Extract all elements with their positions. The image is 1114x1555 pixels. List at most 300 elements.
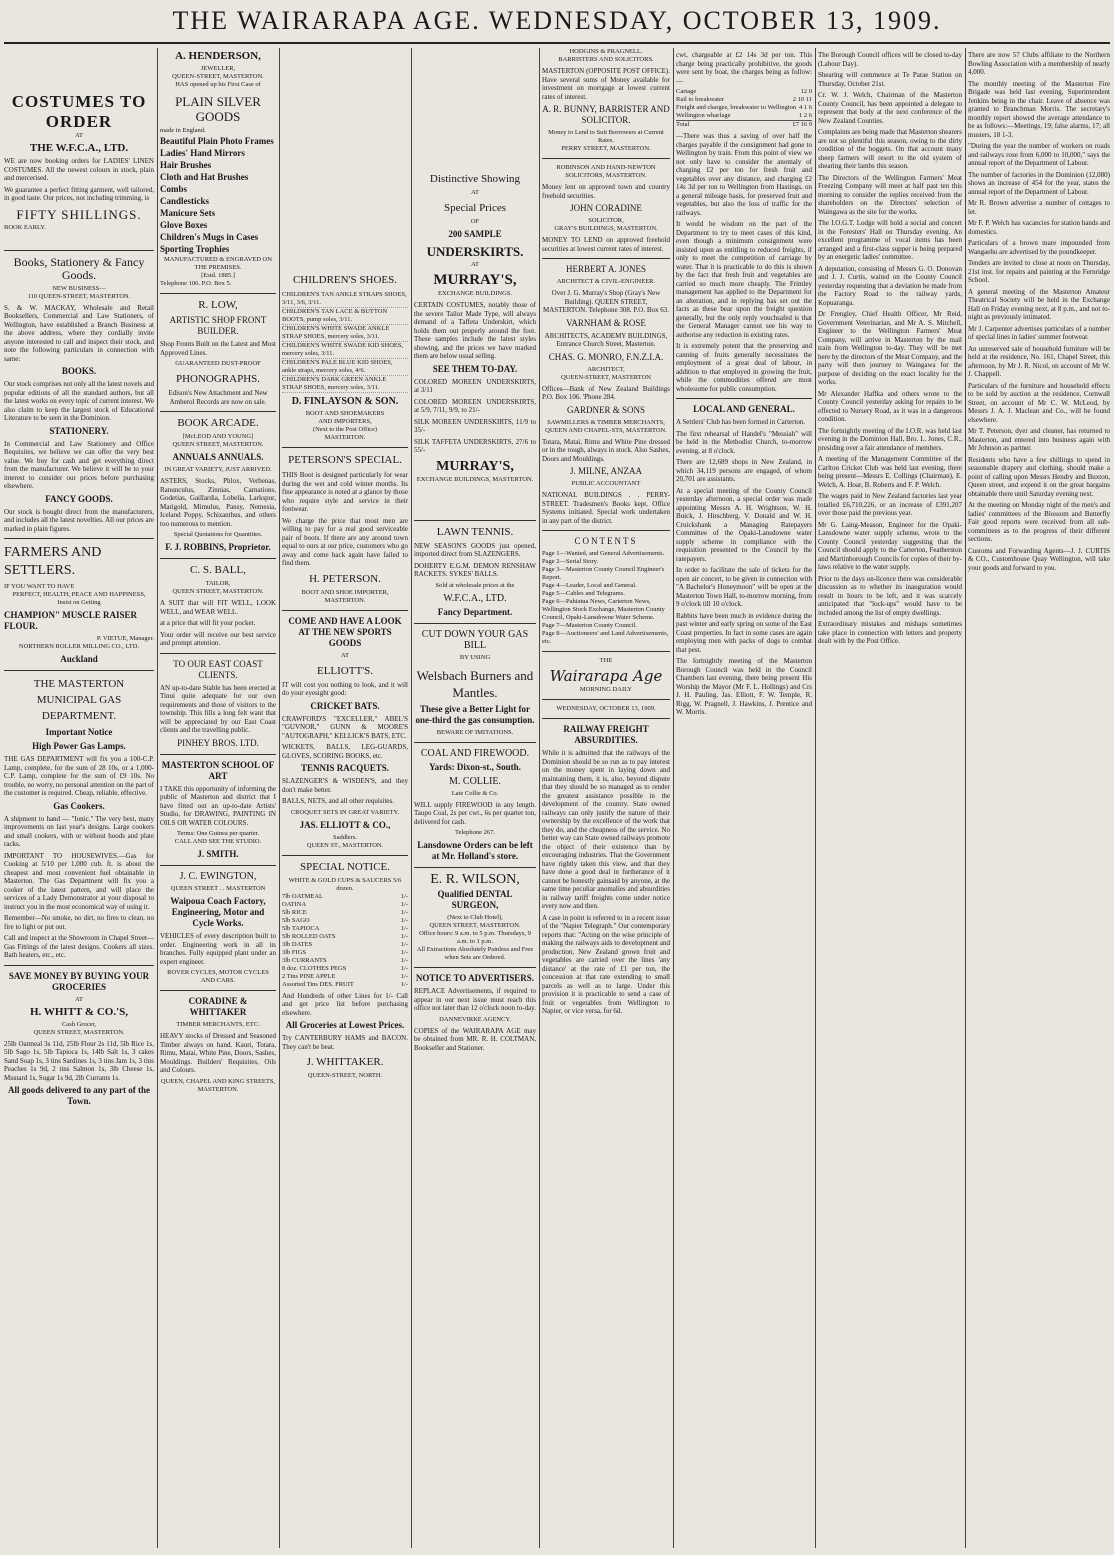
list-item: Ladies' Hand Mirrors: [160, 148, 245, 158]
ad-text: A SUIT that will FIT WELL, LOOK WELL, and WEAR WELL.: [160, 599, 276, 616]
ad-subheading: STATIONERY.: [49, 425, 109, 436]
ad-subheading: Gas Cookers.: [53, 800, 105, 811]
divider: [542, 530, 670, 531]
cell: 12 0: [800, 88, 812, 95]
ad-text: made in England.: [160, 127, 206, 134]
article-text: The number of factories in the Dominion (12,080) shows an increase of 454 for the year, states the annual report of the Department of Labour.: [968, 170, 1110, 196]
ad-subheading: Important Notice: [45, 727, 113, 737]
column-divider: [965, 48, 966, 1548]
ad-heading: A. R. BUNNY, BARRISTER AND SOLICITOR.: [542, 104, 670, 125]
ad-text: Call and inspect at the Showroom in Chapel Street—Gas Fittings of the latest designs. Cookers all sizes. Bath heaters, etc., etc.: [4, 934, 154, 959]
article-text: It is extremely potent that the preserving and canning of fruits generally necessitates the employment of a great deal of labour, in addition to that employed in growing the fruit, while the commodities offered are most wholesome for public consumption.: [676, 342, 812, 393]
article-text: Mr J. Carpenter advertises particulars of a number of special lines in ladies' summer footwear.: [968, 324, 1110, 341]
ad-text: THE GAS DEPARTMENT will fix you a 100-C.P. Lamp, complete, for the sum of 28 10s, or a 1,000-C.P. Lamp, complete for the sum of £9 10s. No trouble, no worry, no personal attention on the part of the customer is required. Cheap, reliable, effective.: [4, 755, 154, 797]
ad-text: (Next to the Post Office): [312, 426, 378, 433]
divider: [4, 250, 154, 251]
ad-heading: ANNUALS ANNUALS.: [172, 452, 264, 462]
column-divider: [411, 48, 412, 1548]
ad-text: Totara, Matai, Rimu and White Pine dressed or in the rough, always in stock. Also Sashes, Doors and Mouldings.: [542, 437, 670, 463]
ad-heading: H. PETERSON.: [309, 572, 381, 585]
ad-text: DOHERTY E.G.M. DEMON RENSHAW RACKETS. SYKES' BALLS.: [414, 561, 536, 578]
ad-text: AT: [471, 261, 479, 268]
ad-text: QUEEN AND CHAPEL-STS, MASTERTON.: [545, 426, 667, 434]
ad-text: CRAWFORD'S "EXCELLER," ABEL'S "GUVNOR," GUNN & MOORE'S "AUTOGRAPH," KELLICK'S BATS, ETC.: [282, 714, 408, 740]
ad-text: Lansdowne Orders can be left at Mr. Holland's store.: [417, 840, 533, 861]
ad-text: Telephone 267.: [455, 829, 495, 836]
article-text: A case in point is referred to in a recent issue of the "Napier Telegraph." Our contemporary reports that: "Acting on the wise principle of making the railways aids to development and production, New Zealand grown fruit and vegetables are carried over the lines 'any distance' at the rate of £1 per ton, the concession at that rate extending to small parcels as well as to large. Under this provision it is practicable to send a case of fruit or vegetables from Wellington to Napier, or vice versa, for 6d.: [542, 913, 670, 1015]
ad-text: (Next to Club Hotel),: [447, 914, 503, 921]
list-item: Beautiful Plain Photo Frames: [160, 136, 274, 146]
ad-text: NORTHERN ROLLER MILLING CO., LTD.: [18, 643, 140, 650]
ad-text: Cash Grocer,: [61, 1020, 97, 1028]
list-item: Page 1—Wanted, and General Advertisements.: [542, 550, 665, 557]
ad-text: MASTERTON.: [324, 596, 366, 604]
article-text: Shearing will commence at Te Parae Station on Thursday, October 21st.: [818, 71, 962, 88]
ad-text: Our stock comprises not only all the latest novels and popular editions of all the standard authors, but all the latest works on every topic of current interest. We also claim to keep the largest stock of Educational Literature to be seen in the Dominion.: [4, 380, 154, 422]
ad-text: We guarantee a perfect fitting garment, well tailored, in good taste. Our prices, not including trimming, is: [4, 185, 154, 202]
column-7: [818, 48, 962, 1548]
paper-title: Wairarapa Age: [549, 667, 663, 685]
ad-text: MASTERTON (OPPOSITE POST OFFICE). Have several sums of Money available for investment on mortgage at lowest current rates of interest.: [542, 67, 670, 101]
ad-text: Saddlers.: [332, 833, 357, 841]
ad-text: P. VIETUE, Manager.: [96, 635, 154, 642]
table-row: [676, 120, 812, 129]
divider: [282, 447, 408, 448]
ad-text: Shop Fronts Built on the Latest and Most Approved Lines.: [160, 340, 276, 357]
divider: [414, 967, 536, 968]
ad-text: PERRY STREET, MASTERTON.: [561, 145, 651, 152]
ad-heading: C. S. BALL,: [190, 564, 246, 576]
ad-heading: JAS. ELLIOTT & CO.,: [299, 819, 391, 830]
divider: [414, 742, 536, 743]
divider: [160, 990, 276, 991]
article-text: In order to facilitate the sale of tickets for the open air concert, to be given in connection with "A Bachelor's Honeymoon" will be open at the Masterton Town Hall, to-morrow morning, from 9 o'clock till 10 o'clock.: [676, 566, 812, 608]
ad-text: EXCHANGE BUILDINGS.: [437, 290, 513, 297]
ad-text: Money to Lend to Suit Borrowers at Current Rates.: [548, 129, 664, 144]
divider: [542, 258, 670, 259]
ad-heading: MURRAY'S,: [433, 272, 517, 288]
article-text: Mr G. Laing-Meason, Engineer for the Opaki-Lansdowne water supply scheme, wrote to the County Council yesterday suggesting that the Council should apply to the Carterton, Featherston and Martinborough Councils for copies of their by-laws relative to the water supply.: [818, 520, 962, 571]
ad-heading: GARDNER & SONS: [566, 404, 645, 415]
ad-text: A shipment to hand — "Ionic." The very best, many improvements on last year's designs. Large cookers and small cookers, with or without hoods and plate racks.: [4, 814, 154, 848]
ad-text: TAILOR,: [205, 580, 231, 587]
list-item: Hair Brushes: [160, 160, 212, 170]
ad-heading: PINHEY BROS. LTD.: [177, 737, 259, 748]
books-heading: Books, Stationery & Fancy Goods.: [13, 254, 145, 282]
article-text: Cr. W. J. Welch, Chairman of the Masterton County Council, has been appointed a delegate to represent that body at the next conference of the New Zealand Counties.: [818, 91, 962, 125]
divider: [542, 651, 670, 652]
ad-text: QUEEN STREET, MASTERTON.: [172, 588, 264, 595]
article-text: Complaints are being made that Masterton shearers are not so plentiful this season, owing to the dirty condition of the hoggets. On that account many sheep farmers will resort to the old system of shearing their lambs this season.: [818, 128, 962, 170]
ad-subheading: All Groceries at Lowest Prices.: [285, 1020, 405, 1030]
ad-text: S. & W. MACKAY, Wholesale and Retail Booksellers, Commercial and Law Stationers, of Wellington, have established a Branch Business at the above address, where they cordially invite anyone interested to call and inspect their stock, and note the following particulars in connection with same:: [4, 303, 154, 363]
ad-text: Office hours: 9 a.m. to 5 p.m. Thursdays, 9 a.m. to 1 p.m.: [419, 930, 531, 945]
ad-heading: CHAMPION" MUSCLE RAISER FLOUR.: [4, 610, 138, 631]
ad-text: NATIONAL BUILDINGS . . PERRY-STREET. Tradesmen's Books kept. Office Systems initiated. Special work undertaken in any part of the district.: [542, 491, 670, 525]
ad-text: AT: [341, 651, 349, 659]
ad-text: Over J. G. Murray's Shop (Gray's New Building). QUEEN STREET, MASTERTON. Telephone 308. P.O. Box 63.: [543, 289, 669, 314]
article-text: Mr F. P. Welch has vacancies for station hands and domestics.: [968, 219, 1110, 236]
article-text: Tenders are invited to close at noon on Thursday, 21st inst. for repairs and painting at the Fernridge School.: [968, 259, 1110, 284]
ad-heading: PLAIN SILVER GOODS: [175, 94, 261, 124]
ad-heading: CORADINE & WHITTAKER: [188, 996, 248, 1017]
item-price: 1/-: [400, 972, 408, 980]
ad-text: ARCHITECT & CIVIL-ENGINEER.: [556, 278, 656, 285]
article-text: The Directors of the Wellington Farmers' Meat Freezing Company will meet at half past ten this morning to consider the replies received from the shareholders on the Directors' selection of Waingawa as the site for the works.: [818, 173, 962, 216]
ad-text: Offices—Bank of New Zealand Buildings P.O. Box 106. 'Phone 284.: [542, 384, 670, 401]
divider: [414, 520, 536, 521]
item-name: 5lb ROLLED OATS: [282, 932, 336, 940]
ad-text: PUBLIC ACCOUNTANT: [571, 480, 641, 487]
ad-heading: E. R. WILSON,: [430, 872, 520, 887]
ad-text: IT will cost you nothing to look, and it will do your eyesight good:: [282, 680, 408, 697]
ad-text: COPIES of the WAIRARAPA AGE may be obtained from MR. R. H. COLTMAN, Bookseller and Stationer.: [414, 1026, 536, 1052]
article-text: —There was thus a saving of over half the charges payable if the consignment had gone to Wellington by train. From this point of view we not only have to consider the anomaly of charging £2 per ton for fresh fruit and vegetables over any distance, and charging £2 14s 3d per ton to Wellington from Hastings, on a general mileage basis, for preserved fruit and vegetables, but also the loss of traffic for the railways.: [676, 132, 812, 217]
issue-date: WEDNESDAY, OCTOBER 13, 1909.: [556, 705, 656, 712]
ad-text: ARTISTIC SHOP FRONT BUILDER.: [169, 315, 267, 336]
ad-text: AN up-to-date Stable has been erected at Tinui quite adequate for our own requirements and those of visitors to the township. This fills a long felt want that will be appreciated by our East Coast clients and the travelling public.: [160, 683, 276, 734]
ad-text: SILK MOREEN UNDERSKIRTS, 11/9 to 35/-: [414, 417, 536, 434]
cell: Total: [676, 121, 690, 128]
divider: [542, 699, 670, 700]
ad-text: VEHICLES of every description built to order. Engineering work in all its branches. Fully equipped plant under an expert engineer.: [160, 932, 276, 966]
column-6: [676, 48, 812, 1548]
article-text: A deputation, consisting of Messrs G. O. Donovan and J. J. Curtis, waited on the County Council yesterday requesting that a deviation be made from the Factory Road to the railway yards, Kopuaranga.: [818, 264, 962, 307]
ad-heading: LAWN TENNIS.: [436, 525, 514, 538]
article-text: An unreserved sale of household furniture will be held at the residence, No. 161, Chapel Street, this afternoon, by Mr J. R. Nicol, on account of Mr W. J. Chappell.: [968, 344, 1110, 378]
ad-text: AND IMPORTERS,: [318, 418, 372, 425]
ad-subheading: FANCY GOODS.: [45, 493, 113, 504]
ad-text: MANUFACTURED & ENGRAVED ON THE PREMISES.: [164, 256, 272, 271]
masthead-rule: [4, 42, 1110, 44]
list-item: [282, 949, 408, 957]
article-heading: RAILWAY FREIGHT ABSURDITIES.: [563, 724, 649, 745]
ad-heading: M. COLLIE.: [449, 775, 501, 787]
ad-heading: J. MILNE, ANZAA: [570, 466, 642, 476]
divider: [414, 623, 536, 624]
ad-heading: ROBINSON AND HAND-NEWTON: [556, 164, 656, 171]
ad-text: These give a Better Light for one-third the gas consumption.: [415, 703, 535, 725]
ad-text: CROQUET SETS IN GREAT VARIETY.: [290, 808, 400, 816]
ad-text: QUEEN STREET, MASTERTON.: [429, 922, 521, 929]
ad-text: NEW SEASON'S GOODS just opened, imported direct from SLAZENGERS.: [414, 541, 536, 558]
divider: [542, 718, 670, 719]
list-item: Cloth and Hat Brushes: [160, 172, 249, 182]
item-price: 1/-: [400, 956, 408, 964]
list-item: Glove Boxes: [160, 220, 208, 230]
table-row: [676, 88, 812, 96]
article-text: Particulars of the furniture and household effects to be sold by auction at the residence, Cornwall Street, on account of Mr C. W. McLeod, by Messrs J. A. J. Maclean and Co., will be found elsewhere.: [968, 381, 1110, 424]
column-divider: [157, 48, 158, 1548]
ad-text: Fancy Department.: [437, 606, 513, 617]
costumes-heading: COSTUMES TO ORDER: [11, 92, 147, 131]
list-item: CHILDREN'S TAN ANKLE STRAPS SHOES, 3/11, 3/6, 3/11.: [282, 291, 407, 306]
ad-heading: CHAS. G. MONRO, F.N.Z.I.A.: [548, 351, 664, 362]
divider: [4, 965, 154, 966]
ad-heading: D. FINLAYSON & SON.: [291, 396, 399, 407]
goods-list: [282, 893, 408, 989]
ad-text: QUEEN-STREET, NORTH.: [307, 1072, 383, 1079]
ad-text: In Commercial and Law Stationery and Office Requisites, we believe we can offer the very best value. We buy for cash and get everything direct from the manufacturer. We believe it will be to your interest to consider our prices before purchasing elsewhere.: [4, 439, 154, 490]
ad-text: ARCHITECT,: [587, 365, 625, 373]
article-text: Mr R. Brown advertise a number of cottages to let.: [968, 199, 1110, 216]
ad-text: DANNEVIRKE AGENCY.: [439, 1015, 511, 1023]
ad-text: AT: [75, 995, 83, 1003]
article-text: Prior to the days on-licence there was considerable discussion as to whether its inauguration would result in hours to be left, and it was scarcely anticipated that "lock-ups" would have to be included among the list of empty dwellings.: [818, 574, 962, 617]
ad-text: WICKETS, BALLS, LEG-GUARDS, GLOVES, SCORING BOOKS, etc.: [282, 743, 408, 760]
ad-text: 110 QUEEN-STREET, MASTERTON.: [27, 292, 131, 300]
ad-text: at a price that will fit your pocket.: [160, 619, 256, 627]
silver-goods-list: [160, 136, 276, 255]
gas-heading: THE MASTERTON MUNICIPAL GAS DEPARTMENT.: [33, 678, 125, 722]
ad-text: J. SMITH.: [197, 849, 239, 859]
ad-text: Sold at wholesale prices at the: [435, 581, 515, 589]
list-item: Page 4—Leader, Local and General.: [542, 582, 637, 589]
column-divider: [539, 48, 540, 1548]
ad-text: CALL AND SEE THE STUDIO.: [174, 838, 262, 845]
ad-text: Yards: Dixon-st., South.: [429, 761, 521, 772]
ad-text: WHITE & GOLD CUPS & SAUCERS 5/6 dozen.: [288, 876, 402, 892]
list-item: [282, 917, 408, 925]
ad-text: MASTERTON.: [324, 434, 366, 441]
ad-subheading: Waipoua Coach Factory, Engineering, Motor and Cycle Works.: [170, 896, 266, 928]
column-4: [414, 48, 536, 1548]
list-item: [282, 925, 408, 933]
list-item: [282, 893, 408, 901]
list-item: Children's Mugs in Cases: [160, 232, 259, 242]
article-text: The fortnightly meeting of the I.O.R. was held last evening in the Dominion Hall, Bro. L. Jones, C.R., presiding over a fair attendance of members.: [818, 426, 962, 452]
ad-heading: UNDERSKIRTS.: [426, 244, 524, 259]
ad-text: All Extractions Absolutely Painless and Free when Sets are Ordered.: [416, 946, 534, 961]
ad-text: All goods delivered to any part of the Town.: [7, 1085, 151, 1106]
divider: [160, 754, 276, 755]
list-item: Combs: [160, 184, 188, 194]
ad-heading: MASTERTON SCHOOL OF ART: [161, 759, 275, 781]
ad-text: SLAZENGER'S & WISDEN'S, and they don't make better.: [282, 777, 408, 794]
ad-text: BOOT AND SHOEMAKERS: [305, 410, 385, 417]
list-item: CHILDREN'S TAN LACE & BUTTON BOOTS, pump soles, 3/11.: [282, 308, 408, 325]
ad-heading: TO OUR EAST COAST CLIENTS.: [173, 658, 263, 680]
divider: [4, 538, 154, 539]
ad-heading: HODGINS & PRAGNELL.: [569, 48, 643, 55]
item-name: OATINA: [282, 900, 307, 908]
cell: 4 1 6: [799, 104, 812, 111]
article-text: Particulars of a brown mare impounded from Wangaehu are advertised by the poundkeeper.: [968, 239, 1110, 256]
ad-heading: THE W.F.C.A., LTD.: [29, 142, 129, 154]
ad-heading: J. C. EWINGTON,: [179, 871, 257, 882]
ad-text: Terms: One Guinea per quarter.: [176, 830, 260, 837]
ad-heading: NOTICE TO ADVERTISERS.: [415, 973, 535, 983]
item-price: 1/-: [400, 908, 408, 916]
ad-text: QUEEN STREET, MASTERTON.: [172, 441, 264, 448]
ad-heading: R. LOW,: [198, 299, 238, 311]
ad-heading: W.F.C.A., LTD.: [443, 592, 507, 604]
ad-text: ARCHITECTS, ACADEMY BUILDINGS, Entrance Church Street, Masterton.: [544, 331, 668, 348]
ad-heading: CHILDREN'S SHOES.: [292, 274, 398, 286]
cell: 1 2 6: [799, 112, 812, 119]
column-divider: [815, 48, 816, 1548]
ad-text: REPLACE Advertisements, if required to appear in our next issue must reach this office not later than 12 o'clock noon to-day.: [414, 987, 536, 1012]
article-text: Customs and Forwarding Agents—J. J. CURTIS & CO., Customhouse Quay Wellington, will take your goods and forward to you.: [968, 546, 1110, 572]
ad-text: Edison's New Attachment and New Amberol Records are now on sale.: [168, 389, 268, 406]
ad-text: JEWELLER,: [200, 65, 236, 72]
ad-text: MONEY TO LEND on approved freehold securities at lowest current rates of interest.: [542, 236, 670, 253]
ad-text: EXCHANGE BUILDINGS, MASTERTON.: [416, 475, 534, 483]
column-5: [542, 48, 670, 1548]
ad-text: QUEEN-STREET, MASTERTON.: [172, 73, 264, 80]
ad-text: SAWMILLERS & TIMBER MERCHANTS,: [547, 418, 665, 426]
divider: [414, 867, 536, 868]
cell: Wellington wharfage: [676, 112, 731, 119]
ad-text: HAS opened up his First Case of: [175, 81, 261, 88]
ad-text: [McLEOD AND YOUNG]: [182, 433, 254, 440]
item-price: 1/-: [400, 980, 408, 988]
ad-text: COLORED MOREEN UNDERSKIRTS, at 3/11: [414, 377, 536, 394]
ad-text: We charge the price that most men are willing to pay for a real good serviceable pair of boots. If there are any around town equal to ours at our price, customers who go away and come back again have failed to find them.: [282, 516, 408, 567]
article-text: Residents who have a few shillings to spend in seasonable drapery and clothing, should make a point of calling upon Messrs Hendry and Buxton, Queen street, and expend it on the great bargains obtainable there until Saturday evening next.: [968, 455, 1110, 498]
article-text: Dr Frengley, Chief Health Officer, Mr Reid, Government Veterinarian, and Mr A. S. Mitchell, Engineer to the Wellington Farmers' Meat Company, will arrive in Masterton by the mail train from Wellington to-day. They will be met here by the directors of the Meat Company, and the party will then journey to Waingawa for the purpose of deciding on the exact locality for the works.: [818, 310, 962, 386]
article-text: It would be wisdom on the part of the Department to try to meet cases of this kind, even though a minimum consignment were insisted upon as entitling to reduced freights, if only to meet the competition of carriage by water. That it is practicable to do this is shown by the fact that fresh fruit and vegetables are carried so much more cheaply. The Frimley management has applied to the Department for an alteration, and in replying has set out the facts as these bear upon the freight question generally, but the only reply vouchsafed is that the General Manager cannot see his way to authorise any reduction in existing rates.: [676, 220, 812, 339]
list-item: CHILDREN'S WHITE SWADE KID SHOES, mercery soles, 3/11.: [282, 342, 408, 359]
item-price: 1/-: [400, 940, 408, 948]
ad-text: QUEEN STREET . . MASTERTON: [170, 885, 266, 892]
farmers-heading: FARMERS AND SETTLERS.: [4, 545, 102, 578]
article-text: Mr T. Peterson, dyer and cleaner, has returned to Masterton, and entered into business again with Mr Johnson as partner.: [968, 427, 1110, 452]
ad-text: Remember—No smoke, no dirt, no fires to clean, no fire to light or put out.: [4, 914, 154, 931]
ad-text: [Estd. 1885.]: [201, 272, 235, 279]
list-item: [282, 981, 408, 989]
article-text: Mr Alexander Haffka and others wrote to the County Council yesterday asking for repairs to be effected to Nursery Road, as it was in a dangerous condition.: [818, 389, 962, 423]
ad-heading: ELLIOTT'S.: [316, 664, 374, 677]
ad-subheading: CRICKET BATS.: [310, 700, 380, 711]
ad-text: 200 SAMPLE: [448, 229, 502, 239]
ad-text: AT: [471, 189, 479, 196]
ad-text: I TAKE this opportunity of informing the public of Masterton and district that I have fitted out an up-to-date Artists' Studio, for DRAWING, PAINTING IN OILS OR WATER COLOURS.: [160, 784, 276, 827]
item-name: Assorted Tins DES. FRUIT: [282, 980, 354, 988]
column-divider: [279, 48, 280, 1548]
ad-text: Auckland: [60, 654, 98, 664]
article-text: cwt, chargeable at £2 14s 3d per ton. This charge being practically prohibitive, the goods were sent by boat, the charges being as follow:—: [676, 51, 812, 85]
article-text: There are 12,689 shops in New Zealand, in which 34,119 persons are engaged, of whom 20,701 are assistants.: [676, 458, 812, 483]
divider: [676, 398, 812, 399]
ad-text: SOLICITORS, MASTERTON.: [565, 172, 647, 179]
ad-subheading: COME AND HAVE A LOOK AT THE NEW SPORTS GOODS: [288, 615, 402, 648]
list-item: Page 8—Auctioneers' and Land Advertisements, etc.: [542, 630, 669, 645]
contents-list: [542, 550, 670, 646]
list-item: [282, 933, 408, 941]
ad-heading: SPECIAL NOTICE.: [299, 860, 391, 873]
article-text: While it is admitted that the railways of the Dominion should be so run as to pay interest on the money spent in laying down and maintaining them, it is, also, beyond dispute that they should be so managed as to render the greatest assistance possible in the development of the country. State owned railways can only justify the nature of their ownership by the excellence of the work that they do, and the cheapness of the service. No better way can State owned railways promote the object of their existence than by encouraging industries. That the Government have rightly taken this view, and that they have done a good deal in furtherance of it cannot be honestly gainsaid by anyone, at the same time peculiar anomalies and absurdities in railway tariff freights come under notice every now and then.: [542, 749, 670, 910]
ad-text: HEAVY stocks of Dressed and Seasoned Timber always on hand. Kauri, Totara, Rimu, Matai, White Pine, Doors, Sashes, Mouldings. Builders' Requisites, Oils and Colours.: [160, 1032, 276, 1074]
divider: [160, 558, 276, 559]
ad-text: AT: [75, 132, 83, 139]
ad-heading: MURRAY'S,: [436, 458, 514, 474]
ad-heading: PHONOGRAPHS.: [175, 373, 261, 385]
ad-text: IF YOU WANT TO HAVE: [4, 583, 75, 590]
ad-text: Late Collie & Co.: [451, 789, 499, 797]
item-price: 1/-: [400, 924, 408, 932]
article-text: Extraordinary mistakes and mishaps sometimes take place in connection with letters and property dealt with by the Post Office.: [818, 620, 962, 645]
ad-text: SILK TAFFETA UNDERSKIRTS, 27/6 to 55/-: [414, 437, 536, 454]
item-name: 5lb TAPIOCA: [282, 924, 320, 932]
divider: [160, 293, 276, 294]
ad-text: BALLS, NETS, and all other requisites.: [282, 797, 394, 805]
list-item: [282, 957, 408, 965]
ad-text: THE: [599, 657, 613, 664]
item-price: 1/-: [400, 892, 408, 900]
ad-subheading: TENNIS RACQUETS.: [300, 763, 390, 773]
ad-subheading: High Power Gas Lamps.: [32, 741, 126, 751]
ad-text: 25lb Oatmeal 3s 11d, 25lb Flour 2s 11d, 5lb Rice 1s, 5lb Sago 1s, 5lb Tapioca 1s, 14lb Salt 1s, 3 cakes Sand Soap 1s, 3 tins Sardines 1s, 3 tins Jam 1s, 3 tins Peaches 1s 9d, 2 tins Salmon 1s, 3lb Cheese 1s, Mustard 1s, Sugar 1s 9d, 2lb Currants 1s.: [4, 1039, 154, 1082]
divider: [4, 670, 154, 671]
ad-heading: A. HENDERSON,: [175, 50, 261, 62]
divider: [282, 610, 408, 611]
ad-text: Insist on Getting: [57, 599, 101, 606]
table-row: [676, 104, 812, 112]
ad-text: BARRISTERS AND SOLICITORS.: [558, 56, 654, 63]
item-price: 1/-: [400, 932, 408, 940]
list-item: [282, 941, 408, 949]
column-3: [282, 48, 408, 1548]
list-item: CHILDREN'S WHITE SWADE ANKLE STRAP SHOES, mercery soles, 3/11.: [282, 325, 408, 342]
article-text: The I.O.G.T. Lodge will hold a social and concert in the Foresters' Hall on Thursday evening. An excellent programme of vocal items has been arranged and a first-class supper is being prepared by an energetic ladies' committee.: [818, 219, 962, 261]
ad-text: Your order will receive our best service and prompt attention.: [160, 630, 276, 647]
ad-heading: Welsbach Burners and Mantles.: [416, 667, 534, 700]
list-item: CHILDREN'S DARK GREEN ANKLE STRAP SHOES, mercery soles, 3/11.: [282, 376, 408, 393]
list-item: Page 6—Pahiatua News, Carterton News, Wellington Stock Exchange, Masterton County Council, Opaki-Lansdowne Water Scheme.: [542, 598, 665, 621]
list-item: Sporting Trophies: [160, 244, 230, 254]
list-item: Page 5—Cables and Telegrams.: [542, 590, 625, 597]
table-row: [676, 112, 812, 120]
ad-heading: SAVE MONEY BY BUYING YOUR GROCERIES: [8, 970, 150, 992]
article-text: The fortnightly meeting of the Masterton Borough Council was held in the Council Chambers last evening, there being present His Worship the Mayor (Mr F. L. Hollings) and Crs J. H. Pauling, Jas. Elliott, F. W. Temple, R. Rigg, W. Pragnell, J. Hawkins, J. Prentice and W. Morris.: [676, 657, 812, 716]
ad-text: Our stock is bought direct from the manufacturers, and includes all the latest novelties. All our prices are marked in plain figures.: [4, 507, 154, 533]
ad-heading: PETERSON'S SPECIAL.: [288, 454, 402, 466]
article-text: There are now 57 Clubs affiliate to the Northern Bowling Association with a membership of nearly 4,000.: [968, 51, 1110, 76]
list-item: Page 3—Masterton County Council Engineer's Report.: [542, 566, 665, 581]
list-item: [282, 909, 408, 917]
ad-text: IMPORTANT TO HOUSEWIVES.—Gas for Cooking at 5/10 per 1,000 cub. ft. is about the cheapest and most convenient fuel obtainable in Masterton. The Gas Department will fix you a cooker of the latest pattern, and will place the services of a Lady Demonstrator at your disposal to instruct you in the most economical way of using it.: [4, 851, 154, 911]
ad-text: QUEEN ST., MASTERTON.: [306, 841, 384, 849]
ad-text: IN GREAT VARIETY, JUST ARRIVED.: [164, 466, 272, 473]
ad-text: TIMBER MERCHANTS, ETC.: [176, 1021, 260, 1028]
ad-text: GUARANTEED DUST-PROOF: [175, 360, 261, 367]
masthead: THE WAIRARAPA AGE. WEDNESDAY, OCTOBER 13, 1909.: [172, 6, 942, 35]
item-name: 3lb FIGS: [282, 948, 307, 956]
article-text: The first rehearsal of Handel's "Messiah" will be held in the Methodist Church, to-morrow evening, at 8 o'clock.: [676, 429, 812, 455]
ad-text: PERFECT, HEALTH, PEACE AND HAPPINESS,: [12, 591, 146, 598]
ad-text: BOOT AND SHOE IMPORTER,: [301, 588, 389, 596]
article-heading: LOCAL AND GENERAL.: [693, 404, 795, 414]
ad-heading: COAL AND FIREWOOD.: [420, 747, 530, 759]
column-divider: [673, 48, 674, 1548]
ad-heading: H. WHITT & CO.'S,: [29, 1005, 128, 1018]
ad-text: MORNING DAILY: [579, 686, 633, 693]
article-text: A general meeting of the Masterton Amateur Theatrical Society will be held in the Exchange Hall on Friday evening next, at 8 p.m., and not to-night as previously intimated.: [968, 287, 1110, 321]
table-row: [676, 96, 812, 104]
article-text: The monthly meeting of the Masterton Fire Brigade was held last evening, Superintendent Jenkins being in the chair. Leave of absence was granted to Branchman Morris. The secretary's monthly report showed the average attendance to be as follows:—Meetings, 19; false alarms, 17; all musters, 18 1-3.: [968, 79, 1110, 139]
ad-heading: VARNHAM & ROSE: [566, 317, 646, 328]
cell: 2 10 11: [792, 96, 812, 103]
item-name: 5lb SAGO: [282, 916, 310, 924]
list-item: [282, 973, 408, 981]
ad-price: FIFTY SHILLINGS.: [16, 206, 142, 222]
ad-text: QUEEN, CHAPEL AND KING STREETS, MASTERTON.: [160, 1077, 276, 1093]
column-8: [968, 48, 1110, 1548]
article-text: At a special meeting of the County Council yesterday afternoon, a special order was made appointing Messrs A. H. Wrightson, W. H. Buick, J. Hirschberg, V. Donald and W. H. Cruickshank a Managing Ratepayers Committee of the Opaki-Lansdowne water supply scheme in compliance with the requisition presented to the Council by the ratepayers.: [676, 486, 812, 563]
article-text: Rabbits have been much in evidence during the past winter and early spring on some of the East Coast properties. In fact in some cases are again employing men with packs of dogs to combat that pest.: [676, 611, 812, 654]
list-item: [282, 965, 408, 973]
